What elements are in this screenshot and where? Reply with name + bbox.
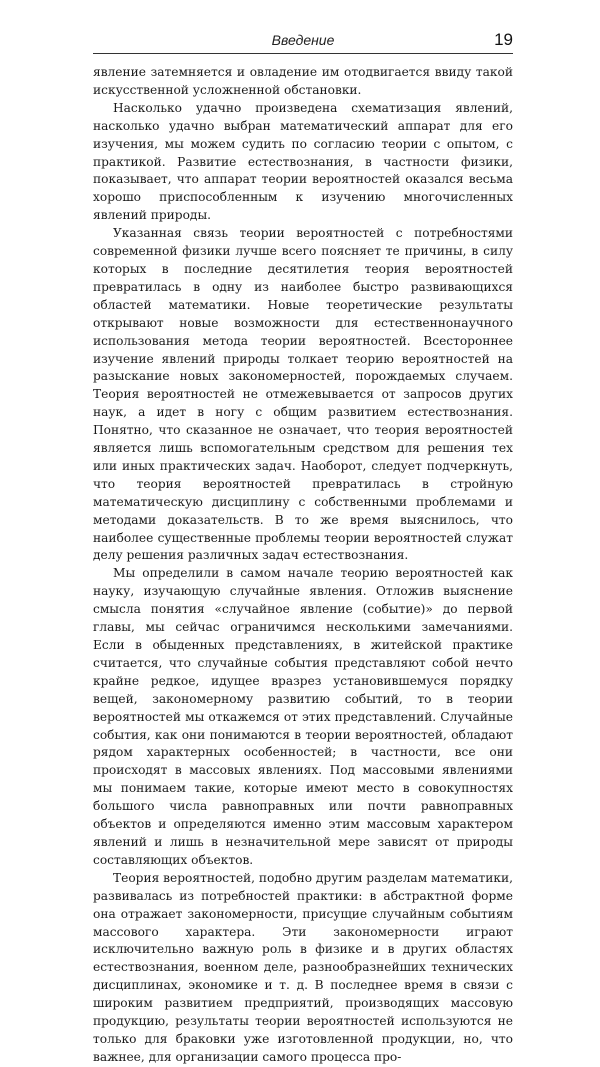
paragraph: Указанная связь теории вероятностей с потребностями современной физики лучше всего поясняет те причины, в силу которых в последние десятилетия теория вероятностей превратилась в одну из наиболее быстро развивающихся областей математики. Новые теоретические результаты открывают новые возможности для естественнонаучного использования метода теории вероятностей. Всестороннее изучение явлений природы толкает теорию вероятностей на разыскание новых закономерностей, порождаемых случаем. Теория вероятностей не отмежевывается от запросов других наук, а идет в ногу с общим развитием естествознания. Понятно, что сказанное не означает, что теория вероятностей является лишь вспомогательным средством для решения тех или иных практических задач. Наоборот, следует подчеркнуть, что теория вероятностей превратилась в стройную математическую дисциплину с собственными проблемами и методами доказательств. В то же время выяснилось, что наиболее существенные проблемы теории вероятностей служат делу решения различных задач естествознания.: [93, 226, 513, 563]
page-number: 19: [494, 30, 513, 49]
paragraph: Насколько удачно произведена схематизация явлений, насколько удачно выбран математический аппарат для его изучения, мы можем судить по согласию теории с опытом, с практикой. Развитие естествознания, в частности физики, показывает, что аппарат теории вероятностей оказался весьма хорошо приспособленным к изучению многочисленных явлений природы.: [93, 100, 513, 223]
paragraph: Мы определили в самом начале теорию вероятностей как науку, изучающую случайные явления. Отложив выяснение смысла понятия «случайное явление (событие)» до первой главы, мы сейчас ограничимся несколькими замечаниями. Если в обыденных представлениях, в житейской практике считается, что случайные события представляют собой нечто крайне редкое, идущее вразрез установившемуся порядку вещей, закономерному развитию событий, то в теории вероятностей мы откажемся от этих представлений. Случайные события, как они понимаются в теории вероятностей, обладают рядом характерных особенностей; в частности, все они происходят в массовых явлениях. Под массовыми явлениями мы понимаем такие, которые имеют место в совокупностях большого числа равноправных или почти равноправных объектов и определяются именно этим массовым характером явлений и лишь в незначительной мере зависят от природы составляющих объектов.: [93, 566, 513, 867]
paragraph: Теория вероятностей, подобно другим разделам математики, развивалась из потребностей практики: в абстрактной форме она отражает закономерности, присущие случайным событиям массового характера. Эти закономерности играют исключительно важную роль в физике и в других областях естествознания, военном деле, разнообразнейших технических дисциплинах, экономике и т. д. В последнее время в связи с широким развитием предприятий, производящих массовую продукцию, результаты теории вероятностей используются не только для браковки уже изготовленной продукции, но, что важнее, для организации самого процесса про-: [93, 870, 513, 1064]
chapter-title: Введение: [271, 32, 335, 48]
header-divider: [93, 53, 513, 54]
paragraph: явление затемняется и овладение им отодвигается ввиду такой искусственной усложненной обстановки.: [93, 65, 513, 97]
body-text: [93, 64, 513, 1067]
running-header: [93, 30, 513, 52]
